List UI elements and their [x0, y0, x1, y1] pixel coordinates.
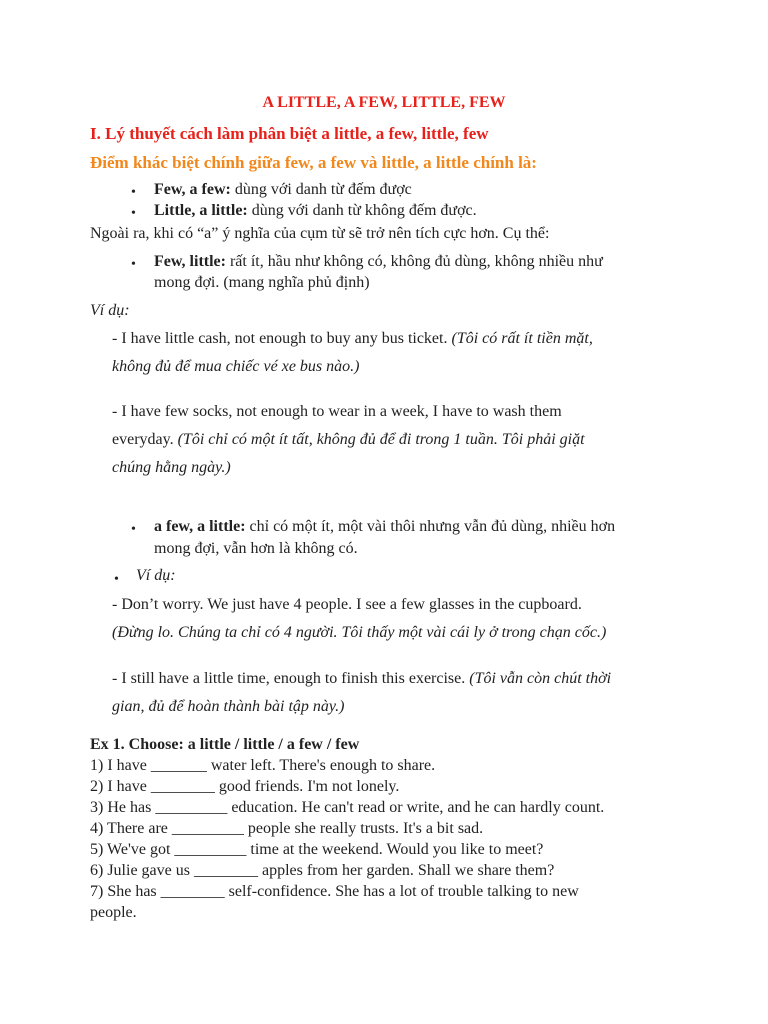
exercise-item: 2) I have ________ good friends. I'm not lonely.: [90, 778, 400, 795]
bullet-icon: •: [131, 206, 136, 221]
positive-meaning-line1: a few, a little: chỉ có một ít, một vài thôi nhưng vẫn đủ dùng, nhiều hơn: [154, 518, 616, 535]
example-label: Ví dụ:: [90, 302, 130, 319]
negative-meaning-line1: Few, little: rất ít, hầu như không có, không đủ dùng, không nhiều như: [154, 253, 603, 270]
rule-desc: dùng với danh từ đếm được: [230, 181, 412, 198]
exercise-heading: Ex 1. Choose: a little / little / a few / few: [90, 736, 360, 753]
negative-meaning-line2: mong đợi. (mang nghĩa phủ định): [154, 274, 370, 291]
example-4-line2: gian, đủ để hoàn thành bài tập này.): [112, 698, 345, 715]
bullet-icon: •: [131, 522, 136, 537]
example-2-line1: - I have few socks, not enough to wear in a week, I have to wash them: [112, 403, 562, 420]
subsection-heading: Điểm khác biệt chính giữa few, a few và little, a little chính là:: [90, 153, 537, 172]
bullet-icon: •: [131, 257, 136, 272]
example-1-line1: - I have little cash, not enough to buy any bus ticket. (Tôi có rất ít tiền mặt,: [112, 330, 593, 347]
rule-countable: [154, 181, 412, 199]
example-3-line2: (Đừng lo. Chúng ta chỉ có 4 người. Tôi thấy một vài cái ly ở trong chạn cốc.): [112, 624, 607, 641]
exercise-item: 5) We've got _________ time at the weekend. Would you like to meet?: [90, 841, 544, 858]
rule-term: Few, a few:: [154, 181, 231, 198]
exercise-item: 6) Julie gave us ________ apples from her garden. Shall we share them?: [90, 862, 555, 879]
rule-desc: dùng với danh từ không đếm được.: [247, 202, 477, 219]
example-3-line1: - Don’t worry. We just have 4 people. I see a few glasses in the cupboard.: [112, 596, 582, 613]
positive-meaning-line2: mong đợi, vẫn hơn là không có.: [154, 540, 358, 557]
exercise-item: 7) She has ________ self-confidence. She has a lot of trouble talking to new: [90, 883, 579, 900]
exercise-item: people.: [90, 904, 137, 921]
exercise-item: 4) There are _________ people she really trusts. It's a bit sad.: [90, 820, 484, 837]
rule-term: Few, little:: [154, 253, 226, 270]
rule-term: a few, a little:: [154, 518, 246, 535]
example-1-line2: không đủ để mua chiếc vé xe bus nào.): [112, 358, 360, 375]
bullet-icon: •: [131, 185, 136, 200]
page-title: A LITTLE, A FEW, LITTLE, FEW: [262, 94, 506, 111]
example-label-2: Ví dụ:: [136, 567, 176, 584]
example-2-line3: chúng hằng ngày.): [112, 459, 231, 476]
bullet-icon: •: [114, 572, 119, 587]
section-heading: I. Lý thuyết cách làm phân biệt a little, a few, little, few: [90, 124, 489, 143]
example-4-line1: - I still have a little time, enough to finish this exercise. (Tôi vẫn còn chút thời: [112, 670, 612, 687]
example-2-line2: everyday. (Tôi chỉ có một ít tất, không đủ để đi trong 1 tuần. Tôi phải giặt: [112, 431, 585, 448]
exercise-item: 3) He has _________ education. He can't read or write, and he can hardly count.: [90, 799, 605, 816]
rule-term: Little, a little:: [154, 202, 248, 219]
rule-uncountable: [154, 202, 477, 220]
note-paragraph: Ngoài ra, khi có “a” ý nghĩa của cụm từ sẽ trở nên tích cực hơn. Cụ thể:: [90, 225, 550, 242]
exercise-item: 1) I have _______ water left. There's enough to share.: [90, 757, 436, 774]
